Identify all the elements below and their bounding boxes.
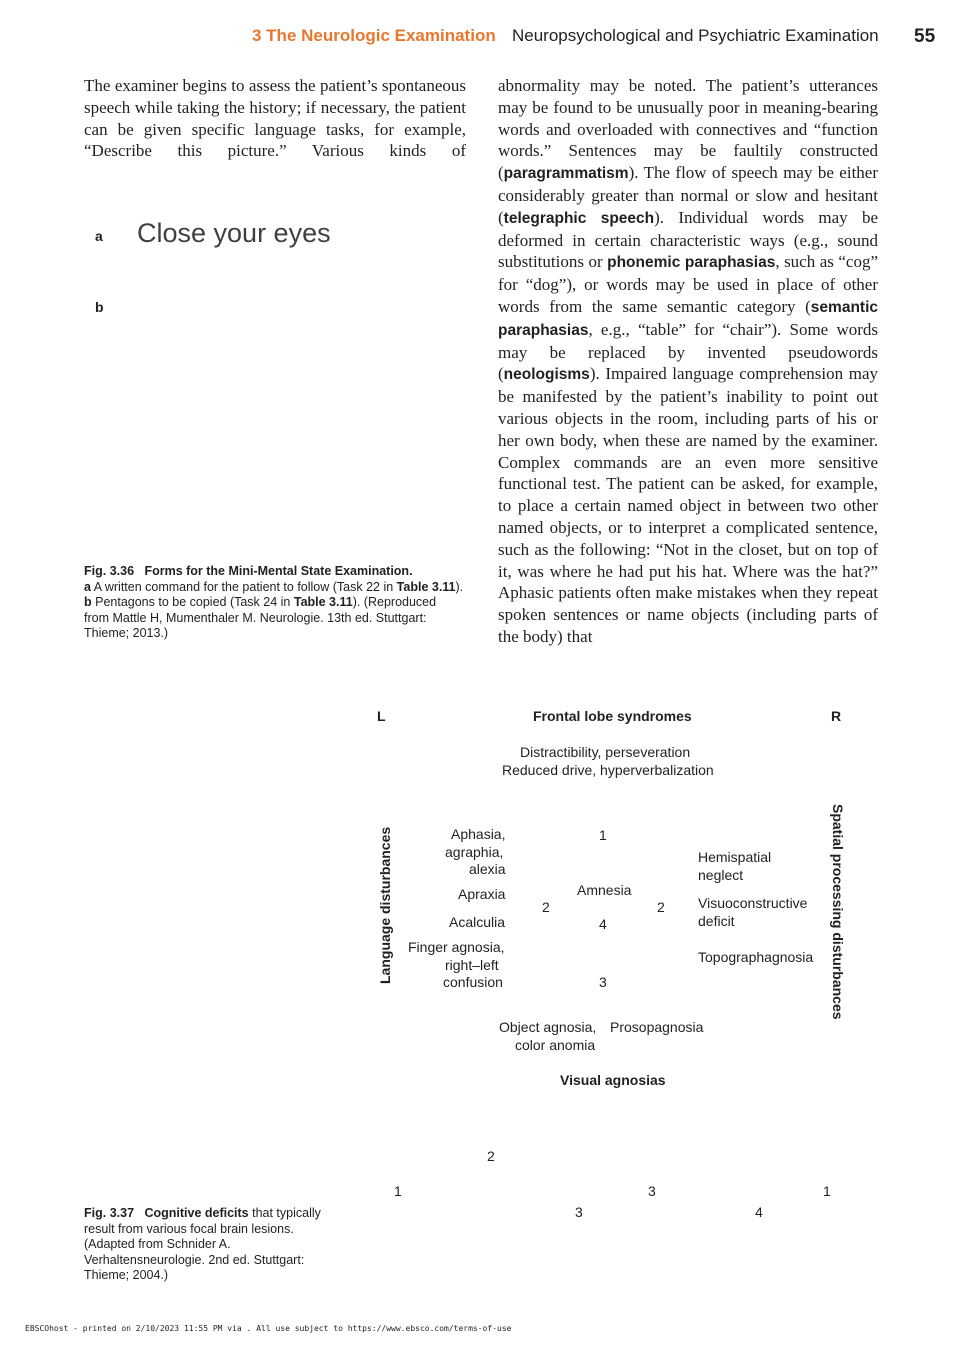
term-paragrammatism: paragrammatism — [503, 165, 629, 183]
page-number: 55 — [914, 26, 936, 47]
spatial-item: Hemispatial — [698, 849, 772, 865]
caption-text: Pentagons to be copied (Task 24 in — [91, 595, 294, 610]
region-number: 3 — [575, 1204, 583, 1220]
diagram-title-visual: Visual agnosias — [560, 1072, 666, 1088]
caption-number: Fig. 3.37 — [84, 1206, 135, 1220]
text-run: , such as “cog” for “dog”), or words may be used in place of other words from the same semantic category ( — [498, 252, 878, 316]
region-number: 2 — [542, 899, 550, 915]
text-run: ). Individual words may be deformed in certain characteristic ways (e.g., sound substitutions or — [498, 207, 878, 272]
figure-panel-label-a: a — [95, 228, 103, 244]
text-run: ). The flow of speech may be either considerably greater than normal or slow and hesitant ( — [498, 163, 878, 227]
term-telegraphic-speech: telegraphic speech — [503, 209, 655, 227]
language-item: confusion — [443, 974, 503, 990]
caption-text: ). (Reproduced from Mattle H, Mumenthaler M. Neurologie. 13th ed. Stuttgart: Thieme; 2013.) — [84, 595, 437, 641]
written-command: Close your eyes — [137, 218, 331, 248]
region-number: 3 — [648, 1183, 656, 1199]
caption-text: A written command for the patient to follow (Task 22 in — [90, 579, 397, 594]
caption-panel-a: a — [84, 579, 91, 594]
language-item: agraphia, — [445, 844, 504, 860]
language-item: Acalculia — [449, 914, 506, 930]
spatial-item: deficit — [698, 913, 735, 929]
language-item: Finger agnosia, — [408, 939, 505, 955]
term-phonemic-paraphasias: phonemic paraphasias — [607, 254, 776, 272]
text-run: ). Impaired language comprehension may be manifested by the patient’s inability to point out various objects in the room, including parts of his or her own body, when these are named by the examiner. Complex commands are an even more sensitive functional test. The patient can be asked, for example, to place a certain named object in between two other named objects, or to interpret a complicated sentence, such as the following: “Not in the closet, but on top of it, was where he had put his hat. Where was the hat?” Aphasic patients often make mistakes when they repeat spoken sentences or name objects (including parts of the body) that — [498, 364, 878, 646]
region-number: 4 — [755, 1204, 763, 1220]
frontal-item: Distractibility, perseveration — [520, 744, 691, 760]
language-item: Apraxia — [458, 886, 506, 902]
figure-panel-label-b: b — [95, 299, 104, 315]
region-number: 1 — [599, 827, 607, 843]
caption-title: Forms for the Mini-Mental State Examination. — [144, 564, 413, 578]
term-neologisms: neologisms — [503, 366, 590, 384]
region-number: 1 — [394, 1183, 402, 1199]
figure-caption-3-36 — [84, 564, 464, 642]
caption-title: Cognitive deficits — [144, 1206, 249, 1220]
language-item: right–left — [445, 957, 499, 973]
caption-number: Fig. 3.36 — [84, 564, 135, 578]
agnosia-item: color anomia — [515, 1037, 596, 1053]
text-run: abnormality may be noted. The patient’s utterances may be found to be unusually poor in meaning-bearing words and overloaded with connectives and “function words.” Sentences may be faultily constructed ( — [498, 76, 878, 183]
region-number: 4 — [599, 916, 607, 932]
table-reference: Table 3.11 — [396, 579, 456, 594]
caption-text: that typically result from various focal brain lesions. (Adapted from Schnider A. Verhaltensneurologie. 2nd ed. Stuttgart: Thieme; 2004.) — [84, 1206, 321, 1283]
print-footer: EBSCOhost - printed on 2/10/2023 11:55 PM via . All use subject to https://www.ebsco.com/terms-of-use — [25, 1324, 512, 1333]
spatial-item: Topographagnosia — [698, 949, 814, 965]
region-number: 1 — [823, 1183, 831, 1199]
term-semantic-paraphasias: semantic paraphasias — [498, 298, 878, 339]
spatial-item: neglect — [698, 867, 744, 883]
figure-caption-3-37 — [84, 1206, 329, 1284]
diagram-title-frontal: Frontal lobe syndromes — [533, 708, 692, 724]
agnosia-item: Prosopagnosia — [610, 1019, 704, 1035]
table-reference: Table 3.11 — [293, 595, 353, 610]
frontal-item: Reduced drive, hyperverbalization — [502, 762, 714, 778]
caption-panel-b: b — [84, 595, 92, 610]
running-header-chapter: 3 The Neurologic Examination — [252, 26, 496, 45]
caption-text: ). — [455, 579, 464, 594]
region-number: 3 — [599, 974, 607, 990]
text-run: , e.g., “table” for “chair”). Some words may be replaced by invented pseudowords ( — [498, 319, 878, 384]
axis-label-language: Language disturbances — [377, 826, 393, 984]
running-header-section: Neuropsychological and Psychiatric Examination — [512, 26, 879, 45]
hemisphere-label-left: L — [377, 708, 386, 724]
agnosia-item: Object agnosia, — [499, 1019, 597, 1035]
axis-label-spatial: Spatial processing disturbances — [830, 804, 846, 1020]
center-label-amnesia: Amnesia — [577, 882, 632, 898]
language-item: Aphasia, — [451, 826, 506, 842]
body-paragraph-right — [498, 75, 878, 648]
hemisphere-label-right: R — [831, 708, 842, 724]
body-paragraph-left: The examiner begins to assess the patient’s spontaneous speech while taking the history; if necessary, the patient can be given specific language tasks, for example, “Describe this picture.” Various kinds of — [84, 76, 466, 161]
language-item: alexia — [469, 861, 506, 877]
region-number: 2 — [657, 899, 665, 915]
region-number: 2 — [487, 1148, 495, 1164]
spatial-item: Visuoconstructive — [698, 895, 808, 911]
